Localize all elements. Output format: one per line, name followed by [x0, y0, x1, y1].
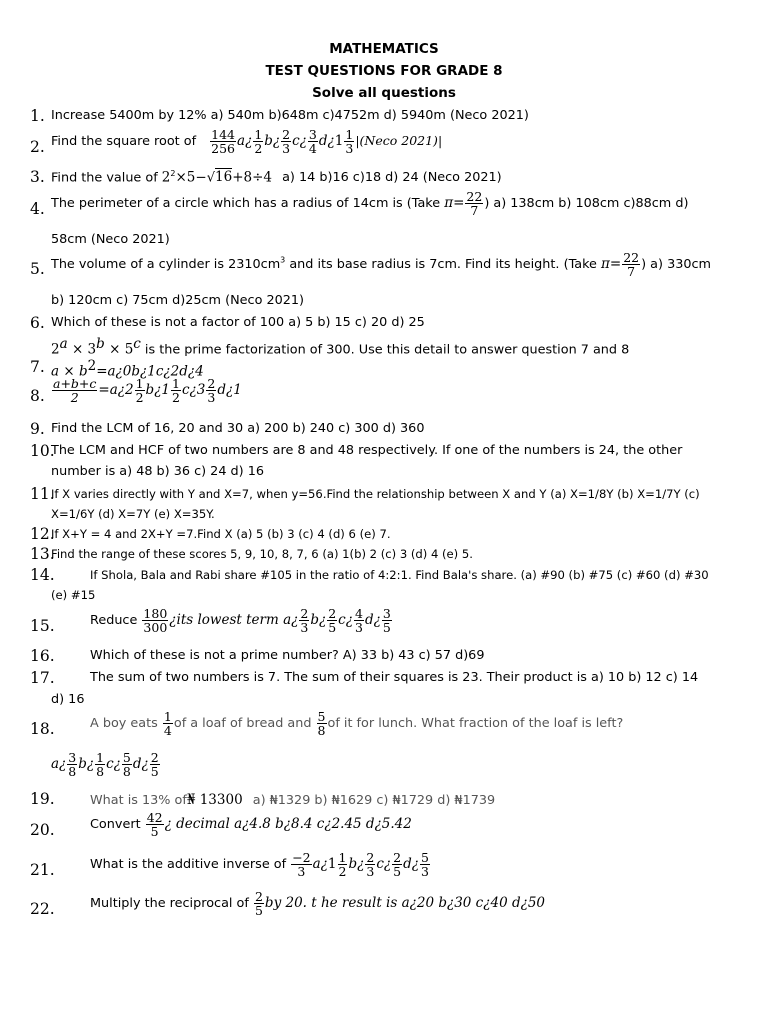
- question-text: Which of these is not a prime number? A) 33 b) 43 c) 57 d)69: [90, 648, 485, 663]
- question-number: 21.: [30, 861, 55, 879]
- question-text: If X varies directly with Y and X=7, when y=56.Find the relationship between X and Y (a) X=1/8Y (b) X=1/7Y (c): [51, 487, 700, 501]
- question-number: 20.: [30, 821, 55, 839]
- fraction: $\frac{2}{5}$: [150, 750, 159, 779]
- instruction-line: Solve all questions: [312, 85, 456, 101]
- fraction: $\frac{2}{3}$: [366, 850, 375, 879]
- fraction: $\frac{1}{2}$: [172, 376, 180, 405]
- question-number: 5.: [30, 260, 45, 278]
- fraction: $\frac{1}{2}$: [338, 850, 347, 879]
- question-text: $a \times b^2=a¿0b¿1c¿2d¿4$: [51, 358, 204, 380]
- question-number: 8.: [30, 387, 45, 405]
- question-number: 13.: [30, 545, 55, 563]
- fraction: $\frac{-2}{3}$: [292, 850, 311, 879]
- fraction: $\frac{2}{5}$: [254, 889, 263, 918]
- question-text: Which of these is not a factor of 100 a) 5 b) 15 c) 20 d) 25: [51, 315, 425, 330]
- question-number: 2.: [30, 138, 45, 156]
- question-text-line2: number is a) 48 b) 36 c) 24 d) 16: [51, 464, 265, 479]
- question-number: 16.: [30, 647, 55, 665]
- question-number: 9.: [30, 420, 45, 438]
- question-number: 15.: [30, 617, 55, 635]
- fraction: $\frac{2}{3}$: [282, 127, 291, 156]
- question-number: 22.: [30, 900, 55, 918]
- question-text: The sum of two numbers is 7. The sum of their squares is 23. Their product is a) 10 b) 12 c) 14: [90, 670, 699, 685]
- question-text-line2: 58cm (Neco 2021): [51, 232, 170, 247]
- note-text: $2^a \times 3^b \times 5^c$ is the prime factorization of 300. Use this detail to answer question 7 and 8: [51, 336, 630, 358]
- question-text: Find the square root of $\frac{144}{256}$ a¿ $\frac{1}{2}$ b¿ $\frac{2}{3}$ c¿ $\frac{3}{4}$ d¿1 $\frac{1}{3}$ |(Neco 2021)|: [51, 127, 443, 156]
- fraction: $\frac{5}{8}$: [317, 709, 326, 738]
- fraction: $\frac{3}{5}$: [382, 606, 391, 635]
- question-text: If Shola, Bala and Rabi share #105 in the ratio of 4:2:1. Find Bala's share. (a) #90 (b) #75 (c) #60 (d) #30: [90, 568, 709, 582]
- fraction: $\frac{22}{7}$: [623, 250, 640, 279]
- question-text-line2: (e) #15: [51, 588, 96, 602]
- question-number: 7.: [30, 358, 45, 376]
- question-text: Increase 5400m by 12% a) 540m b)648m c)4752m d) 5940m (Neco 2021): [51, 108, 529, 123]
- question-text-line2: b) 120cm c) 75cm d)25cm (Neco 2021): [51, 293, 305, 308]
- question-number: 1.: [30, 107, 45, 125]
- fraction: $\frac{1}{4}$: [163, 709, 172, 738]
- fraction: $\frac{1}{8}$: [96, 750, 105, 779]
- fraction: $\frac{4}{3}$: [354, 606, 363, 635]
- question-text: The perimeter of a circle which has a radius of 14cm is (Take π= $\frac{22}{7}$ ) a) 138cm b) 108cm c)88cm d): [51, 189, 689, 218]
- fraction: $\frac{1}{3}$: [345, 127, 354, 156]
- fraction: $\frac{42}{5}$: [146, 810, 163, 839]
- question-text: A boy eats $\frac{1}{4}$ of a loaf of bread and $\frac{5}{8}$ of it for lunch. What fraction of the loaf is left?: [90, 709, 624, 738]
- question-text: Convert $\frac{42}{5}$ ¿ decimal a¿4.8 b¿8.4 c¿2.45 d¿5.42: [90, 810, 412, 839]
- fraction: $\frac{1}{2}$: [135, 376, 144, 405]
- fraction: $\frac{2}{3}$: [300, 606, 309, 635]
- lead-text: Find the square root of: [51, 134, 197, 149]
- fraction: $\frac{22}{7}$: [466, 189, 483, 218]
- question-number: 6.: [30, 314, 45, 332]
- answer-options: a¿ $\frac{3}{8}$ b¿ $\frac{1}{8}$ c¿ $\frac{5}{8}$ d¿ $\frac{2}{5}$: [51, 750, 159, 779]
- question-number: 11.: [30, 485, 55, 503]
- question-text: Multiply the reciprocal of $\frac{2}{5}$ by 20. t he result is a¿20 b¿30 c¿40 d¿50: [90, 889, 546, 918]
- question-text: Find the LCM of 16, 20 and 30 a) 200 b) 240 c) 300 d) 360: [51, 421, 425, 436]
- question-number: 19.: [30, 790, 55, 808]
- fraction: $\frac{a+b+c}{2}$: [53, 376, 97, 405]
- fraction: $\frac{1}{2}$: [254, 127, 263, 156]
- question-number: 10.: [30, 442, 55, 460]
- fraction: $\frac{180}{300}$: [143, 606, 168, 635]
- subject-title: MATHEMATICS: [329, 41, 439, 57]
- fraction: $\frac{5}{8}$: [122, 750, 131, 779]
- question-text-line2: d) 16: [51, 692, 85, 707]
- question-number: 3.: [30, 168, 45, 186]
- question-number: 18.: [30, 720, 55, 738]
- question-text-line2: X=1/6Y (d) X=7Y (e) X=35Y.: [51, 507, 215, 521]
- question-text: What is the additive inverse of $\frac{-2}{3}$ a¿1 $\frac{1}{2}$ b¿ $\frac{2}{3}$ c¿ $\frac{2}{5}$ d¿ $\frac{5}{3}$: [90, 850, 429, 879]
- fraction: $\frac{144}{256}$: [211, 127, 236, 156]
- question-number: 12.: [30, 525, 55, 543]
- fraction: $\frac{5}{3}$: [420, 850, 429, 879]
- question-number: 4.: [30, 200, 45, 218]
- question-text: Find the value of $2^2\times 5-√16+8\div 4$ a) 14 b)16 c)18 d) 24 (Neco 2021): [51, 169, 502, 186]
- question-text: Reduce $\frac{180}{300}$ ¿its lowest term a¿ $\frac{2}{3}$ b¿ $\frac{2}{5}$ c¿ $\frac{4}{3}$ d¿ $\frac{3}{5}$: [90, 606, 391, 635]
- fraction: $\frac{3}{4}$: [308, 127, 317, 156]
- fraction: $\frac{2}{5}$: [328, 606, 337, 635]
- fraction: $\frac{3}{8}$: [68, 750, 77, 779]
- question-text: Find the range of these scores 5, 9, 10, 8, 7, 6 (a) 1(b) 2 (c) 3 (d) 4 (e) 5.: [51, 547, 473, 561]
- question-text: What is 13% of₦ 13300 a) ₦1329 b) ₦1629 c) ₦1729 d) ₦1739: [90, 792, 496, 808]
- question-text: The LCM and HCF of two numbers are 8 and 48 respectively. If one of the numbers is 24, the other: [51, 443, 683, 458]
- question-text: If X+Y = 4 and 2X+Y =7.Find X (a) 5 (b) 3 (c) 4 (d) 6 (e) 7.: [51, 527, 391, 541]
- test-title: TEST QUESTIONS FOR GRADE 8: [265, 63, 503, 79]
- question-number: 14.: [30, 566, 55, 584]
- fraction: $\frac{2}{3}$: [207, 376, 216, 405]
- fraction: $\frac{2}{5}$: [393, 850, 402, 879]
- question-number: 17.: [30, 669, 55, 687]
- question-text: The volume of a cylinder is $2310cm^3$ and its base radius is 7cm. Find its height. (Take π= $\frac{22}{7}$ ) a) 330cm: [51, 250, 711, 279]
- question-text: $\frac{a+b+c}{2}$ =a¿2 $\frac{1}{2}$ b¿1 $\frac{1}{2}$ c¿3 $\frac{2}{3}$ d¿1: [53, 376, 242, 405]
